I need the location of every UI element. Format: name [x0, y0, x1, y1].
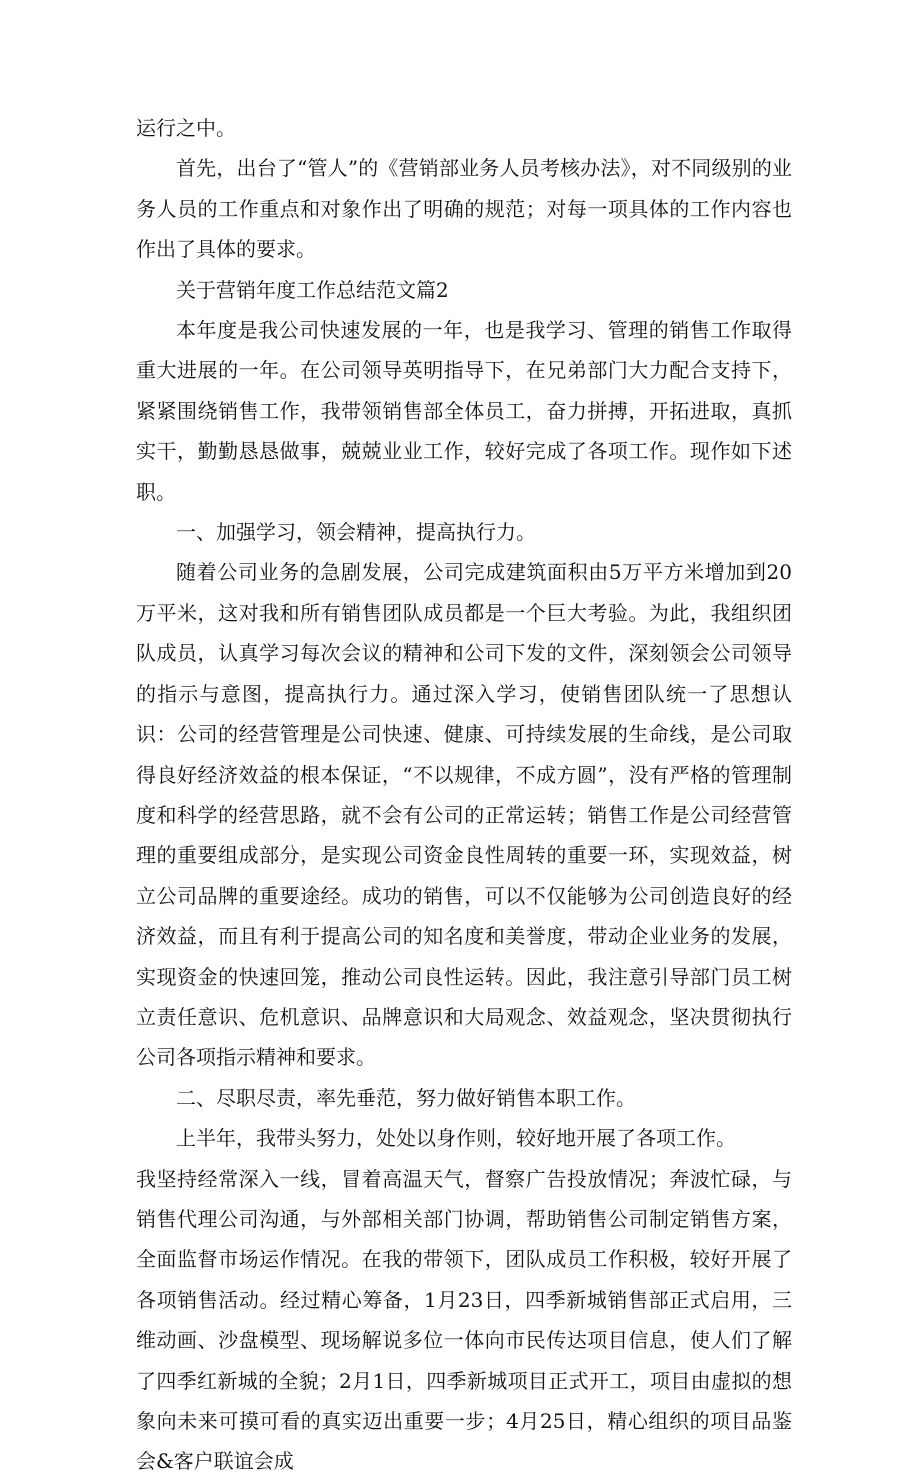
paragraph-8: 上半年，我带头努力，处处以身作则，较好地开展了各项工作。 — [176, 1126, 736, 1151]
paragraph-1: 运行之中。 — [136, 116, 236, 140]
section-title: 关于营销年度工作总结范文篇2 — [176, 277, 449, 302]
document-page — [136, 108, 792, 1482]
paragraph-9: 我坚持经常深入一线，冒着高温天气，督察广告投放情况；奔波忙碌，与销售代理公司沟通，与外部相关部门协调，帮助销售公司制定销售方案，全面监督市场运作情况。在我的带领下，团队成员工作积极，较好开展了各项销售活动。经过精心筹备，1月23日，四季新城销售部正式启用，三维动画、沙盘模型、现场解说多位一体向市民传达项目信息，使人们了解了四季红新城的全貌；2月1日，四季新城项目正式开工，项目由虚拟的想象向未来可摸可看的真实迈出重要一步；4月25日，精心组织的项目品鉴会&客户联谊会成 — [136, 1166, 792, 1474]
subheading-2: 二、尽职尽责，率先垂范，努力做好销售本职工作。 — [176, 1085, 636, 1110]
paragraph-6: 随着公司业务的急剧发展，公司完成建筑面积由5万平方米增加到20万平米，这对我和所有销售团队成员都是一个巨大考验。为此，我组织团队成员，认真学习每次会议的精神和公司下发的文件，深刻领会公司领导的指示与意图，提高执行力。通过深入学习，使销售团队统一了思想认识：公司的经营管理是公司快速、健康、可持续发展的生命线，是公司取得良好经济效益的根本保证，“不以规律，不成方圆”，没有严格的管理制度和科学的经营思路，就不会有公司的正常运转；销售工作是公司经营管理的重要组成部分，是实现公司资金良性周转的重要一环，实现效益，树立公司品牌的重要途经。成功的销售，可以不仅能够为公司创造良好的经济效益，而且有利于提高公司的知名度和美誉度，带动企业业务的发展，实现资金的快速回笼，推动公司良性运转。因此，我注意引导部门员工树立责任意识、危机意识、品牌意识和大局观念、效益观念，坚决贯彻执行公司各项指示精神和要求。 — [136, 560, 792, 1070]
paragraph-2: 首先，出台了“管人”的《营销部业务人员考核办法》，对不同级别的业务人员的工作重点和对象作出了明确的规范；对每一项具体的工作内容也作出了具体的要求。 — [136, 156, 792, 262]
subheading-1: 一、加强学习，领会精神，提高执行力。 — [176, 520, 536, 545]
paragraph-4: 本年度是我公司快速发展的一年，也是我学习、管理的销售工作取得重大进展的一年。在公司领导英明指导下，在兄弟部门大力配合支持下，紧紧围绕销售工作，我带领销售部全体员工，奋力拼搏，开拓进取，真抓实干，勤勤恳恳做事，兢兢业业工作，较好完成了各项工作。现作如下述职。 — [136, 318, 792, 504]
